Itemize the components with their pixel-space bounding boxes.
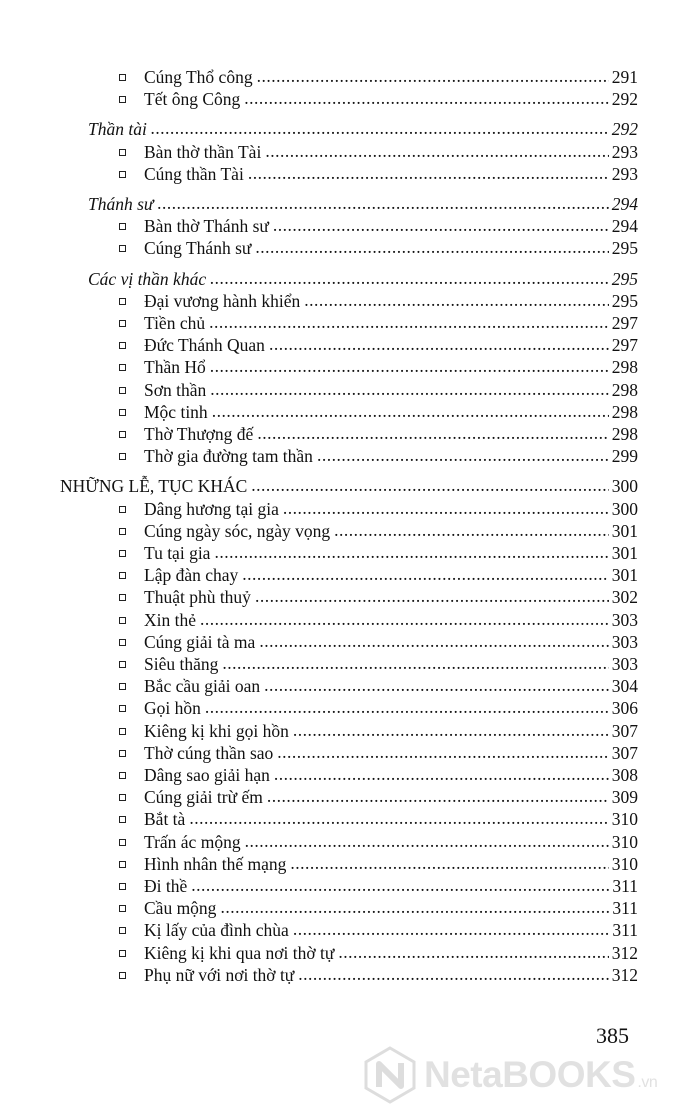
dot-leader xyxy=(269,333,609,355)
dot-leader xyxy=(200,608,609,630)
square-bullet-icon xyxy=(119,728,126,735)
square-bullet-icon xyxy=(119,298,126,305)
square-bullet-icon xyxy=(119,950,126,957)
toc-item-row xyxy=(119,942,638,964)
toc-page-number: 292 xyxy=(611,119,638,140)
toc-page-number: 303 xyxy=(611,631,638,652)
square-bullet-icon xyxy=(119,816,126,823)
toc-entry-label: Cúng ngày sóc, ngày vọng xyxy=(119,520,330,542)
square-bullet-icon xyxy=(119,639,126,646)
toc-entry-label: Xin thẻ xyxy=(119,609,196,631)
dot-leader xyxy=(290,852,608,874)
square-bullet-icon xyxy=(119,572,126,579)
toc-item-row xyxy=(119,66,638,88)
dot-leader xyxy=(210,378,609,400)
toc-entry-label: Cúng thần Tài xyxy=(119,163,244,185)
dot-leader xyxy=(257,65,609,87)
dot-leader xyxy=(298,963,608,985)
dot-leader xyxy=(267,785,609,807)
toc-item-row xyxy=(119,764,638,786)
toc-item-row xyxy=(119,919,638,941)
dot-leader xyxy=(151,117,609,139)
toc-item-row xyxy=(119,631,638,653)
toc-item-row xyxy=(119,379,638,401)
toc-page-number: 294 xyxy=(611,216,638,237)
toc-item-row xyxy=(119,742,638,764)
toc-page-number: 312 xyxy=(611,964,638,985)
square-bullet-icon xyxy=(119,661,126,668)
toc-item-row xyxy=(119,520,638,542)
dot-leader xyxy=(265,140,608,162)
toc-item-row xyxy=(119,290,638,312)
dot-leader xyxy=(255,236,608,258)
square-bullet-icon xyxy=(119,506,126,513)
toc-page-number: 299 xyxy=(611,446,638,467)
toc-page-number: 294 xyxy=(611,194,638,214)
toc-entry-label: Gọi hồn xyxy=(119,697,201,719)
toc-entry-label: Bàn thờ thần Tài xyxy=(119,141,261,163)
square-bullet-icon xyxy=(119,245,126,252)
square-bullet-icon xyxy=(119,387,126,394)
toc-item-row xyxy=(119,401,638,423)
square-bullet-icon xyxy=(119,794,126,801)
dot-leader xyxy=(245,830,609,852)
dot-leader xyxy=(273,214,609,236)
toc-item-row xyxy=(119,312,638,334)
netabooks-logo-icon xyxy=(362,1045,418,1105)
dot-leader xyxy=(210,267,609,289)
toc-item-row xyxy=(119,445,638,467)
toc-entry-label: Tiền chủ xyxy=(119,312,205,334)
toc-page-number: 300 xyxy=(611,476,638,497)
toc-page-number: 301 xyxy=(611,565,638,586)
toc-page-number: 311 xyxy=(612,876,638,896)
toc-page-number: 307 xyxy=(611,742,638,763)
toc-item-row xyxy=(119,215,638,237)
square-bullet-icon xyxy=(119,683,126,690)
toc-item-row xyxy=(119,720,638,742)
toc-entry-label: Kiêng kị khi qua nơi thờ tự xyxy=(119,942,334,964)
toc-entry-label: Tết ông Công xyxy=(119,88,240,110)
toc-section-row xyxy=(88,268,638,290)
toc-item-row xyxy=(119,964,638,986)
square-bullet-icon xyxy=(119,453,126,460)
toc-page-number: 295 xyxy=(611,238,638,259)
dot-leader xyxy=(277,741,608,763)
dot-leader xyxy=(317,444,609,466)
toc-entry-label: Lập đàn chay xyxy=(119,564,238,586)
watermark-text: NetaBOOKS .vn xyxy=(424,1054,658,1095)
toc-item-row xyxy=(119,808,638,830)
toc-entry-label: Cúng Thổ công xyxy=(119,66,253,88)
dot-leader xyxy=(242,563,608,585)
toc-entry-label: Dâng hương tại gia xyxy=(119,498,279,520)
toc-item-row xyxy=(119,423,638,445)
toc-item-row xyxy=(119,586,638,608)
dot-leader xyxy=(283,497,609,519)
toc-entry-label: Thần tài xyxy=(88,119,147,140)
toc-page-number: 297 xyxy=(611,313,638,333)
dot-leader xyxy=(244,87,609,109)
square-bullet-icon xyxy=(119,617,126,624)
toc-item-row xyxy=(119,334,638,356)
square-bullet-icon xyxy=(119,171,126,178)
dot-leader xyxy=(255,585,609,607)
toc-item-row xyxy=(119,897,638,919)
toc-entry-label: Hình nhân thế mạng xyxy=(119,853,286,875)
toc-page-number: 311 xyxy=(612,898,638,919)
toc-entry-label: NHỮNG LỄ, TỤC KHÁC xyxy=(60,476,248,497)
square-bullet-icon xyxy=(119,550,126,557)
toc-page-number: 298 xyxy=(611,357,638,378)
toc-entry-label: Đi thề xyxy=(119,875,187,897)
square-bullet-icon xyxy=(119,96,126,103)
toc-item-row xyxy=(119,786,638,808)
toc-entry-label: Bắc cầu giải oan xyxy=(119,675,260,697)
toc-entry-label: Phụ nữ với nơi thờ tự xyxy=(119,964,294,986)
toc-item-row xyxy=(119,498,638,520)
toc-page-number: 298 xyxy=(611,379,638,400)
dot-leader xyxy=(210,355,609,377)
dot-leader xyxy=(304,289,608,311)
square-bullet-icon xyxy=(119,705,126,712)
square-bullet-icon xyxy=(119,342,126,349)
toc-entry-label: Cầu mộng xyxy=(119,897,216,919)
toc-page-number: 309 xyxy=(611,787,638,808)
toc-page-number: 311 xyxy=(612,920,638,941)
toc-entry-label: Tu tại gia xyxy=(119,542,210,564)
watermark-logo xyxy=(362,1045,657,1105)
toc-entry-label: Thờ gia đường tam thần xyxy=(119,445,313,467)
dot-leader xyxy=(293,719,609,741)
toc-item-row xyxy=(119,237,638,259)
square-bullet-icon xyxy=(119,528,126,535)
page-number: 385 xyxy=(596,1023,629,1048)
toc-item-row xyxy=(119,542,638,564)
toc-entry-label: Cúng giải trừ ếm xyxy=(119,786,263,808)
toc-section-row xyxy=(88,193,638,215)
toc-entry-label: Bắt tà xyxy=(119,808,185,830)
toc-item-row xyxy=(119,853,638,875)
toc-item-row xyxy=(119,163,638,185)
toc-item-row xyxy=(119,356,638,378)
dot-leader xyxy=(212,400,609,422)
toc-entry-label: Kiêng kị khi gọi hồn xyxy=(119,720,289,742)
toc-entry-label: Đức Thánh Quan xyxy=(119,334,265,356)
toc-chapter-row xyxy=(60,475,638,497)
toc-item-row xyxy=(119,609,638,631)
square-bullet-icon xyxy=(119,74,126,81)
toc-page-number: 303 xyxy=(611,654,638,674)
toc-page-number: 302 xyxy=(611,587,638,608)
toc-item-row xyxy=(119,564,638,586)
toc-item-row xyxy=(119,88,638,110)
toc-page-number: 301 xyxy=(611,520,638,541)
toc-item-row xyxy=(119,141,638,163)
toc-item-row xyxy=(119,875,638,897)
toc-page-number: 301 xyxy=(611,543,638,563)
toc-page-number: 310 xyxy=(611,853,638,874)
toc-page-number: 308 xyxy=(611,765,638,785)
toc-section-row xyxy=(88,118,638,140)
dot-leader xyxy=(222,652,608,674)
toc-entry-label: Kị lấy của đình chùa xyxy=(119,919,289,941)
square-bullet-icon xyxy=(119,431,126,438)
toc-page-number: 293 xyxy=(611,141,638,162)
toc-entry-label: Thánh sư xyxy=(88,194,154,214)
toc-entry-label: Siêu thăng xyxy=(119,653,218,675)
square-bullet-icon xyxy=(119,594,126,601)
toc-page-number: 298 xyxy=(611,424,638,444)
toc-item-row xyxy=(119,653,638,675)
square-bullet-icon xyxy=(119,905,126,912)
toc-entry-label: Đại vương hành khiển xyxy=(119,290,300,312)
toc-entry-label: Thờ Thượng đế xyxy=(119,423,253,445)
square-bullet-icon xyxy=(119,861,126,868)
toc-entry-label: Các vị thần khác xyxy=(88,268,207,289)
toc-page-number: 307 xyxy=(611,720,638,741)
toc-page-number: 298 xyxy=(611,401,638,422)
toc-page-number: 306 xyxy=(611,698,638,719)
square-bullet-icon xyxy=(119,149,126,156)
toc-page-number: 292 xyxy=(611,89,638,110)
dot-leader xyxy=(205,696,609,718)
toc-page-number: 300 xyxy=(611,498,638,519)
square-bullet-icon xyxy=(119,883,126,890)
toc-page-number: 312 xyxy=(611,942,638,963)
toc-item-row xyxy=(119,697,638,719)
toc-page-number: 310 xyxy=(611,809,638,830)
dot-leader xyxy=(338,941,608,963)
dot-leader xyxy=(251,474,608,496)
dot-leader xyxy=(209,311,609,333)
dot-leader xyxy=(248,162,609,184)
square-bullet-icon xyxy=(119,320,126,327)
square-bullet-icon xyxy=(119,972,126,979)
square-bullet-icon xyxy=(119,409,126,416)
toc-page-number: 303 xyxy=(611,609,638,630)
dot-leader xyxy=(274,763,609,785)
toc-entry-label: Cúng giải tà ma xyxy=(119,631,255,653)
toc-entry-label: Cúng Thánh sư xyxy=(119,237,251,259)
toc-page-number: 291 xyxy=(611,67,638,87)
dot-leader xyxy=(220,896,609,918)
toc-page-number: 304 xyxy=(611,676,638,697)
toc-item-row xyxy=(119,831,638,853)
dot-leader xyxy=(191,874,609,896)
dot-leader xyxy=(293,918,610,940)
dot-leader xyxy=(214,541,608,563)
square-bullet-icon xyxy=(119,750,126,757)
toc-item-row xyxy=(119,675,638,697)
square-bullet-icon xyxy=(119,772,126,779)
toc-entry-label: Bàn thờ Thánh sư xyxy=(119,215,269,237)
toc-entry-label: Trấn ác mộng xyxy=(119,831,241,853)
toc-page-number: 295 xyxy=(611,268,638,289)
toc-entry-label: Thờ cúng thần sao xyxy=(119,742,273,764)
toc-entry-label: Thần Hổ xyxy=(119,356,206,378)
dot-leader xyxy=(334,519,609,541)
toc-entry-label: Mộc tinh xyxy=(119,401,208,423)
dot-leader xyxy=(264,674,609,696)
toc-page-number: 293 xyxy=(611,163,638,184)
dot-leader xyxy=(259,630,608,652)
toc-entry-label: Thuật phù thuỷ xyxy=(119,586,251,608)
dot-leader xyxy=(157,192,608,214)
square-bullet-icon xyxy=(119,839,126,846)
square-bullet-icon xyxy=(119,927,126,934)
toc-page-number: 295 xyxy=(611,290,638,311)
square-bullet-icon xyxy=(119,364,126,371)
toc-entry-label: Dâng sao giải hạn xyxy=(119,764,270,786)
toc-page-number: 297 xyxy=(611,335,638,356)
toc-entry-label: Sơn thần xyxy=(119,379,206,401)
toc-page-number: 310 xyxy=(611,831,638,852)
square-bullet-icon xyxy=(119,223,126,230)
dot-leader xyxy=(189,807,608,829)
dot-leader xyxy=(257,422,608,444)
